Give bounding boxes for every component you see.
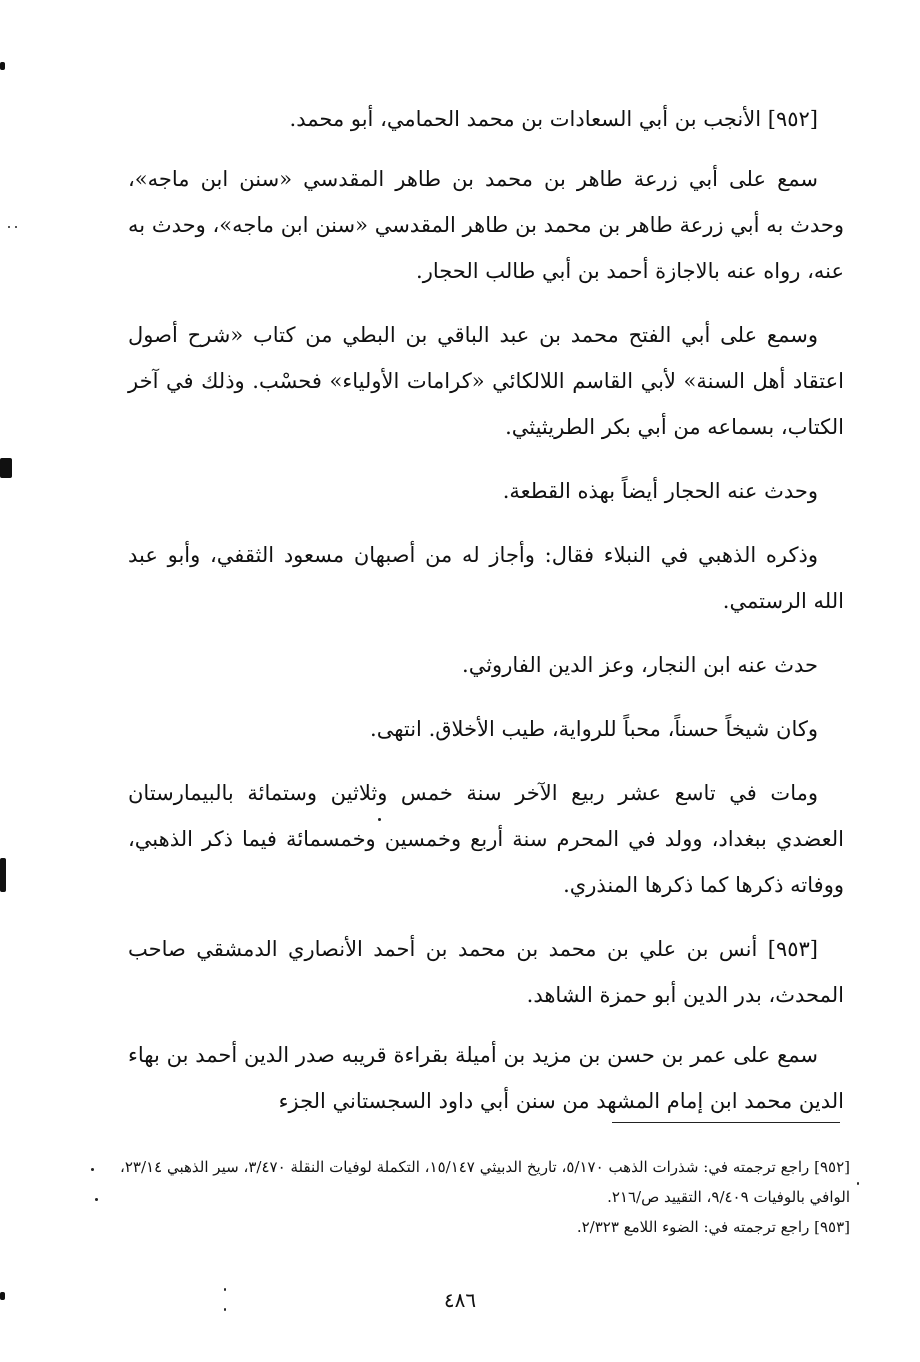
paragraph: حدث عنه ابن النجار، وعز الدين الفاروثي. <box>462 653 818 677</box>
scan-edge-mark <box>0 458 12 478</box>
footnotes <box>120 1152 850 1242</box>
scan-speck <box>95 1198 98 1201</box>
footnote-953: [٩٥٣] راجع ترجمته في: الضوء اللامع ٢/٣٢٣. <box>576 1218 850 1236</box>
scan-speck <box>91 1168 94 1171</box>
footnote-divider <box>612 1122 840 1123</box>
paragraph: وذكره الذهبي في النبلاء فقال: وأجاز له من أصبهان مسعود الثقفي، وأبو عبد الله الرستمي. <box>128 543 844 613</box>
entry-952-title: [٩٥٢] الأنجب بن أبي السعادات بن محمد الحمامي، أبو محمد. <box>289 107 818 131</box>
paragraph: وسمع على أبي الفتح محمد بن عبد الباقي بن البطي من كتاب «شرح أصول اعتقاد أهل السنة» لأبي القاسم اللالكائي «كرامات الأولياء» فحسْب. وذلك في آخر الكتاب، بسماعه من أبي بكر الطريثيثي. <box>128 323 844 439</box>
scan-speck <box>378 818 381 821</box>
paragraph: وحدث عنه الحجار أيضاً بهذه القطعة. <box>502 479 818 503</box>
scan-edge-mark <box>0 1292 5 1300</box>
scan-edge-mark <box>0 858 6 892</box>
scan-edge-mark <box>0 62 5 70</box>
entry-953-title: [٩٥٣] أنس بن علي بن محمد بن محمد بن أحمد الأنصاري الدمشقي صاحب المحدث، بدر الدين أبو حمزة الشاهد. <box>128 937 844 1007</box>
paragraph: سمع على أبي زرعة طاهر بن محمد بن طاهر المقدسي «سنن ابن ماجه»، وحدث به أبي زرعة طاهر بن محمد بن طاهر المقدسي «سنن ابن ماجه»، وحدث به عنه، رواه عنه بالاجازة أحمد بن أبي طالب الحجار. <box>128 167 844 283</box>
footnote-952: [٩٥٢] راجع ترجمته في: شذرات الذهب ٥/١٧٠، تاريخ الدبيثي ١٥/١٤٧، التكملة لوفيات النقلة ٣/٤٧٠، سير الذهبي ٢٣/١٤، الوافي بالوفيات ٩/٤٠٩، التقييد ص/٢١٦. <box>120 1158 850 1206</box>
page-number: ٤٨٦ <box>443 1288 477 1312</box>
scan-speck <box>224 1308 226 1311</box>
scan-speck <box>857 1182 859 1185</box>
scan-speck <box>224 1288 226 1291</box>
paragraph: سمع على عمر بن حسن بن مزيد بن أميلة بقراءة قريبه صدر الدين أحمد بن بهاء الدين محمد ابن إمام المشهد من سنن أبي داود السجستاني الجزء <box>128 1043 844 1113</box>
main-text <box>128 96 844 1142</box>
paragraph: ومات في تاسع عشر ربيع الآخر سنة خمس وثلاثين وستمائة بالبيمارستان العضدي ببغداد، وولد في المحرم سنة أربع وخمسين وخمسمائة فيما ذكر الذهبي، ووفاته ذكرها كما ذكرها المنذري. <box>128 781 844 897</box>
scan-speck <box>15 226 17 228</box>
paragraph: وكان شيخاً حسناً، محباً للرواية، طيب الأخلاق. انتهى. <box>370 717 818 741</box>
scan-speck <box>8 226 10 228</box>
